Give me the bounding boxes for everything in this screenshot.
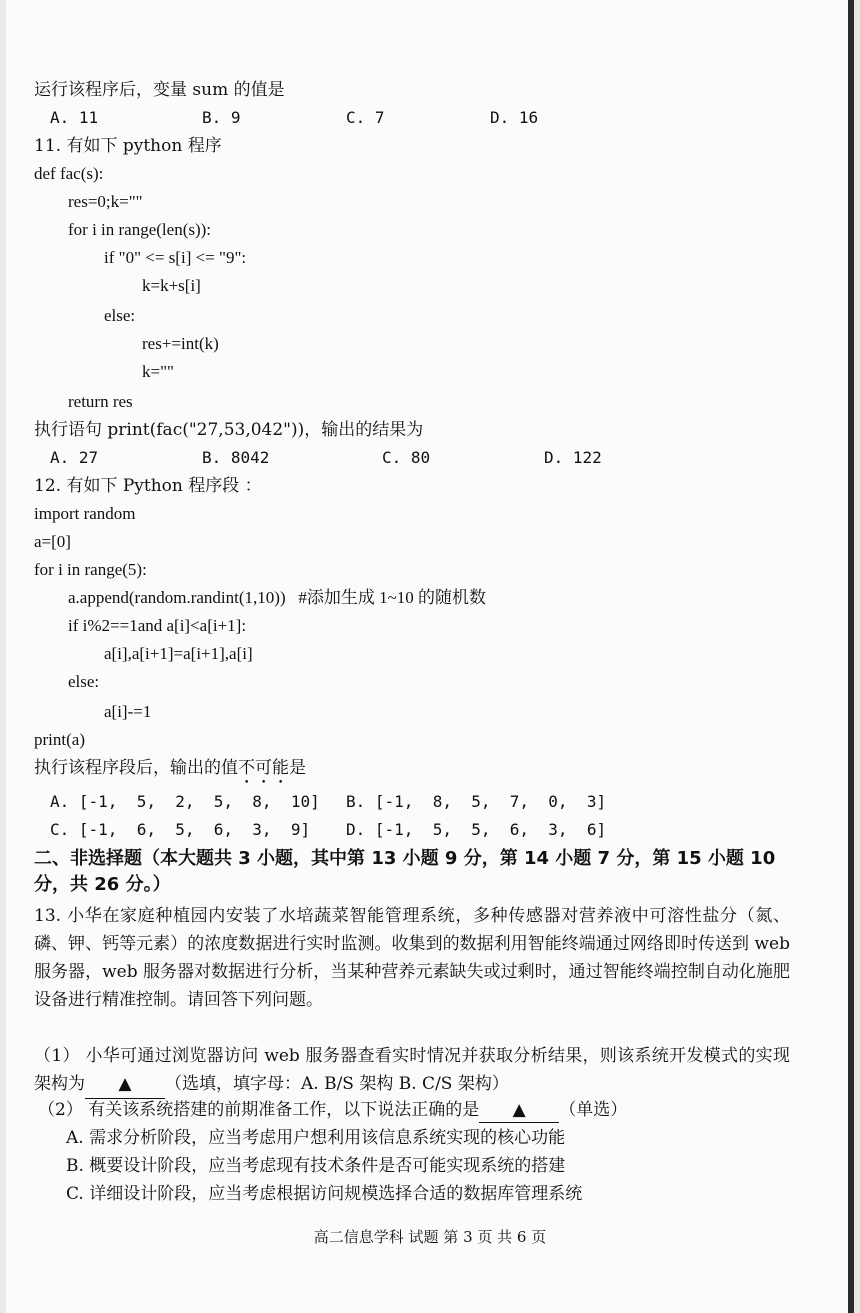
q10-option-d: D. 16 xyxy=(490,108,539,127)
q13-part2-text: （2） 有关该系统搭建的前期准备工作，以下说法正确的是 xyxy=(38,1100,480,1120)
q11-code-line: for i in range(len(s)): xyxy=(68,220,212,239)
q13-part1-suffix: （选填，填字母：A. B/S 架构 B. C/S 架构） xyxy=(165,1074,509,1094)
q12-code-line: else: xyxy=(68,672,100,691)
q10-option-a: A. 11 xyxy=(50,108,99,127)
q12-stem-emphasis: 不可能 xyxy=(238,758,289,778)
q11-option-a: A. 27 xyxy=(50,448,99,467)
q12-option-b: B. [-1, 8, 5, 7, 0, 3] xyxy=(346,792,607,811)
q13-part1 xyxy=(34,1042,790,1099)
q12-stem-suffix: 是 xyxy=(289,758,306,778)
q11-code-line: res+=int(k) xyxy=(142,334,219,353)
q11-option-d: D. 122 xyxy=(544,448,602,467)
triangle-icon: ▲ xyxy=(118,1074,132,1094)
q10-option-c: C. 7 xyxy=(346,108,385,127)
q11-code-line: def fac(s): xyxy=(34,164,104,183)
section-heading: 二、非选择题（本大题共 3 小题，其中第 13 小题 9 分，第 14 小题 7 分，第 15 小题 10 分，共 26 分。） xyxy=(34,848,776,895)
scan-edge xyxy=(848,0,854,1313)
q12-code-line: a=[0] xyxy=(34,532,71,551)
q12-code-line: a[i],a[i+1]=a[i+1],a[i] xyxy=(104,644,253,663)
q13-part2-option-c: C. 详细设计阶段，应当考虑根据访问规模选择合适的数据库管理系统 xyxy=(66,1184,583,1204)
q13-part2-option-b: B. 概要设计阶段，应当考虑现有技术条件是否可能实现系统的搭建 xyxy=(66,1156,566,1176)
q10-option-b: B. 9 xyxy=(202,108,241,127)
q11-code-line: k=k+s[i] xyxy=(142,276,201,295)
q12-code-line: a.append(random.randint(1,10)) #添加生成 1~10 的随机数 xyxy=(68,588,487,607)
q12-option-a: A. [-1, 5, 2, 5, 8, 10] xyxy=(50,792,320,811)
q11-code-line: k="" xyxy=(142,362,174,381)
triangle-icon: ▲ xyxy=(512,1100,526,1120)
q13-part2 xyxy=(38,1098,627,1123)
answer-blank[interactable] xyxy=(85,1070,165,1099)
q11-code-line: if "0" <= s[i] <= "9": xyxy=(104,248,247,267)
q12-code-line: for i in range(5): xyxy=(34,560,147,579)
q13-part2-option-a: A. 需求分析阶段，应当考虑用户想利用该信息系统实现的核心功能 xyxy=(66,1128,566,1148)
q11-option-b: B. 8042 xyxy=(202,448,270,467)
q12-stem-prefix: 执行该程序段后，输出的值 xyxy=(34,758,238,778)
q12-code-line: print(a) xyxy=(34,730,85,749)
q13-part2-suffix: （单选） xyxy=(559,1100,628,1120)
q12-code-line: if i%2==1and a[i]<a[i+1]: xyxy=(68,616,247,635)
q11-title: 11. 有如下 python 程序 xyxy=(34,136,222,156)
q11-code-line: res=0;k="" xyxy=(68,192,143,211)
q11-option-c: C. 80 xyxy=(382,448,431,467)
q10-stem: 运行该程序后，变量 sum 的值是 xyxy=(34,80,285,100)
q12-stem xyxy=(34,756,306,788)
page-footer: 高二信息学科 试题 第 3 页 共 6 页 xyxy=(313,1228,547,1246)
q11-code-line: return res xyxy=(68,392,133,411)
answer-blank[interactable] xyxy=(479,1098,559,1123)
q13-part1-text: （1） 小华可通过浏览器访问 web 服务器查看实时情况并获取分析结果，则该系统开发模式的实现架构为 xyxy=(34,1046,790,1094)
q11-stem: 执行语句 print(fac("27,53,042"))，输出的结果为 xyxy=(34,420,424,440)
q12-code-line: import random xyxy=(34,504,136,523)
q12-option-c: C. [-1, 6, 5, 6, 3, 9] xyxy=(50,820,311,839)
q13-intro: 13. 小华在家庭种植园内安装了水培蔬菜智能管理系统，多种传感器对营养液中可溶性盐分（氮、磷、钾、钙等元素）的浓度数据进行实时监测。收集到的数据利用智能终端通过网络即时传送到 web 服务器，web 服务器对数据进行分析，当某种营养元素缺失或过剩时，通过智能终端控制自动化施肥设备进行精准控制。请回答下列问题。 xyxy=(34,906,790,1010)
q11-code-line: else: xyxy=(104,306,136,325)
q12-title: 12. 有如下 Python 程序段 ： xyxy=(34,476,262,496)
q12-code-line: a[i]-=1 xyxy=(104,702,152,721)
q12-option-d: D. [-1, 5, 5, 6, 3, 6] xyxy=(346,820,607,839)
